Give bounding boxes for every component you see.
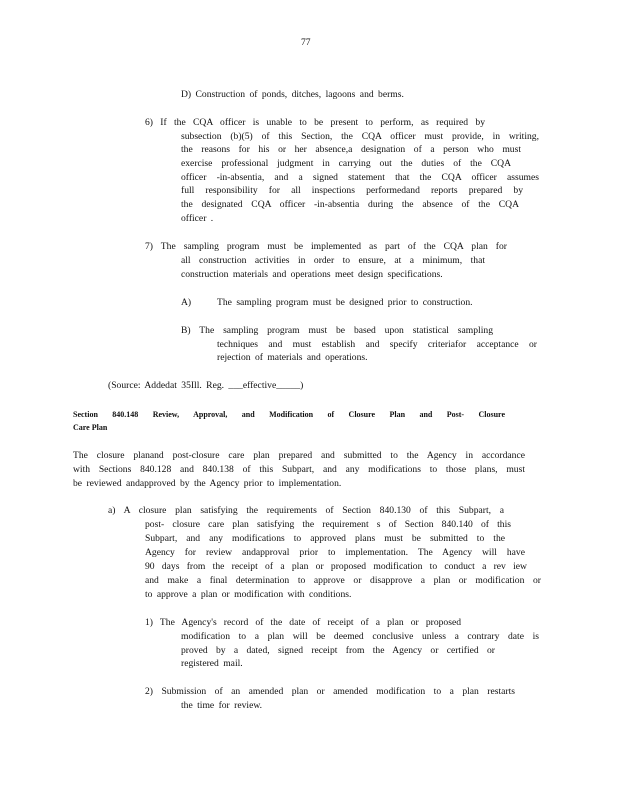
section-heading-line-2: Care Plan	[73, 423, 108, 432]
item-7b-line: B) The sampling program must be based upon statistical sampling	[181, 325, 493, 336]
source-note: (Source: Addedat 35Ill. Reg. ___effective_____)	[108, 380, 304, 391]
item-7a-label: A)	[181, 297, 192, 308]
sub-1-line: registered mail.	[181, 658, 243, 669]
item-a-line: 90 days from the receipt of a plan or proposed modification to conduct a rev iew	[145, 561, 527, 572]
item-a-line: a) A closure plan satisfying the requirements of Section 840.130 of this Subpart, a	[108, 505, 504, 516]
item-6-line: full responsibility for all inspections performedand reports prepared by	[181, 185, 523, 196]
item-6-line: exercise professional judgment in carrying out the duties of the CQA	[181, 158, 511, 169]
item-a-line: post- closure care plan satisfying the requirement s of Section 840.140 of this	[145, 519, 511, 530]
intro-line: be reviewed andapproved by the Agency prior to implementation.	[73, 478, 342, 489]
item-a-line: Agency for review andapproval prior to implementation. The Agency will have	[145, 547, 525, 558]
item-d-text: D) Construction of ponds, ditches, lagoons and berms.	[181, 89, 404, 100]
item-7a-text: The sampling program must be designed prior to construction.	[217, 297, 473, 308]
item-a-line: and make a final determination to approve or disapprove a plan or modification or	[145, 575, 541, 586]
item-7-line: all construction activities in order to ensure, at a minimum, that	[181, 255, 485, 266]
sub-1-line: modification to a plan will be deemed conclusive unless a contrary date is	[181, 631, 539, 642]
item-6-line: officer .	[181, 213, 214, 224]
sub-2-line: the time for review.	[181, 700, 263, 711]
item-7b-line: rejection of materials and operations.	[217, 352, 368, 363]
section-heading-line-1: Section 840.148 Review, Approval, and Modification of Closure Plan and Post- Closure	[73, 410, 505, 419]
item-6-line: the designated CQA officer -in-absentia during the absence of the CQA	[181, 199, 519, 210]
item-7b-line: techniques and must establish and specify criteriafor acceptance or	[217, 339, 537, 350]
item-6-line: officer -in-absentia, and a signed statement that the CQA officer assumes	[181, 172, 539, 183]
item-7-line: construction materials and operations meet design specifications.	[181, 269, 443, 280]
item-6-line: 6) If the CQA officer is unable to be present to perform, as required by	[145, 117, 485, 128]
sub-1-line: 1) The Agency's record of the date of receipt of a plan or proposed	[145, 617, 461, 628]
page-number: 77	[301, 37, 311, 48]
item-6-line: the reasons for his or her absence,a designation of a person who must	[181, 144, 521, 155]
intro-line: The closure planand post-closure care plan prepared and submitted to the Agency in accordance	[73, 450, 525, 461]
intro-line: with Sections 840.128 and 840.138 of this Subpart, and any modifications to those plans, must	[73, 464, 525, 475]
item-7-line: 7) The sampling program must be implemented as part of the CQA plan for	[145, 241, 507, 252]
sub-2-line: 2) Submission of an amended plan or amended modification to a plan restarts	[145, 686, 515, 697]
item-a-line: to approve a plan or modification with conditions.	[145, 589, 352, 600]
item-6-line: subsection (b)(5) of this Section, the CQA officer must provide, in writing,	[181, 131, 539, 142]
sub-1-line: proved by a dated, signed receipt from the Agency or certified or	[181, 645, 495, 656]
item-a-line: Subpart, and any modifications to approved plans must be submitted to the	[145, 533, 505, 544]
